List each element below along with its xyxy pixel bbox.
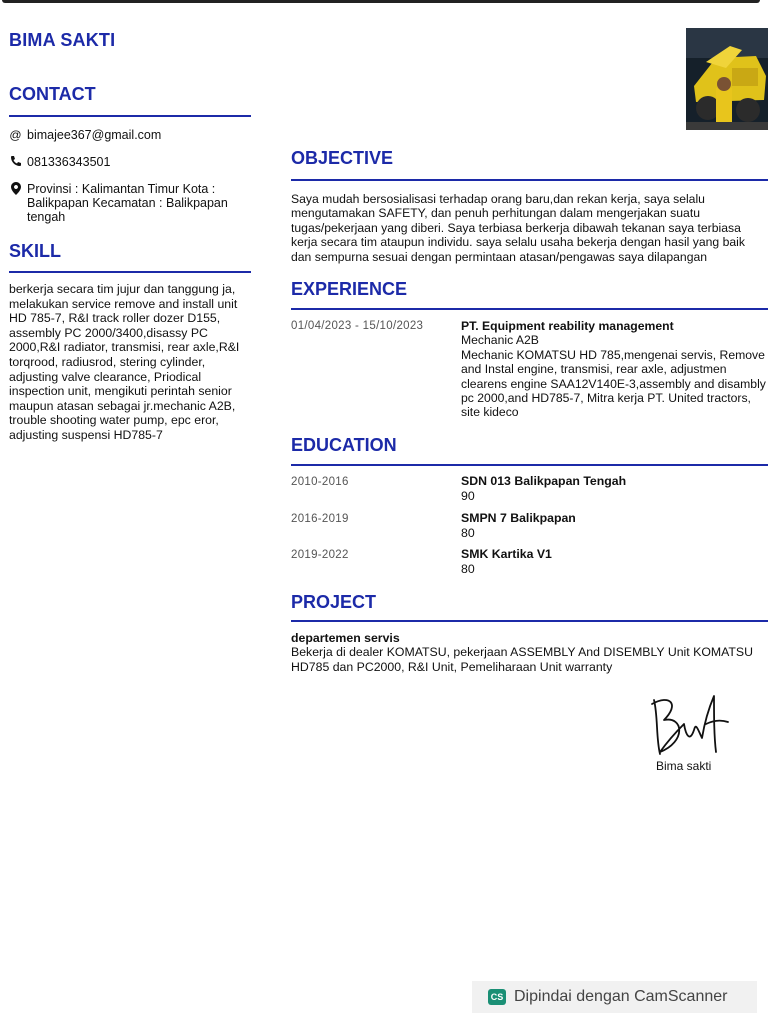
- contact-phone-row: [9, 155, 110, 171]
- experience-date: 01/04/2023 - 15/10/2023: [291, 320, 424, 332]
- education-heading: EDUCATION: [291, 435, 397, 455]
- contact-phone: 081336343501: [27, 155, 111, 169]
- education-score: 80: [461, 562, 475, 576]
- camscanner-logo-icon: CS: [488, 989, 506, 1005]
- objective-text: Saya mudah bersosialisasi terhadap orang baru,dan rekan kerja, saya selalu mengutamakan SAFETY, dan penuh perhitungan dalam mengerjakan suatu tugas/pekerjaan yang diberi. Saya terbiasa berkerja dibawah tekanan saya terbiasa kerja secara tim ataupun individu. saya selalu usaha bekerja dengan hasil yang baik dan sempurna sesuai dengan permintaan atasan/pengawas saya dilapangan: [291, 192, 745, 264]
- experience-heading: EXPERIENCE: [291, 279, 408, 299]
- skill-rule: [9, 271, 251, 273]
- phone-icon: [9, 155, 22, 171]
- location-pin-icon: [9, 182, 22, 199]
- project-description: Bekerja di dealer KOMATSU, pekerjaan ASSEMBLY And DISEMBLY Unit KOMATSU HD785 dan PC2000, R&I Unit, Pemeliharaan Unit warranty: [291, 645, 754, 674]
- education-score: 90: [461, 489, 475, 503]
- top-border: [0, 0, 768, 4]
- education-school: SMK Kartika V1: [461, 547, 552, 561]
- education-rule: [291, 464, 768, 466]
- project-entry: [291, 631, 768, 674]
- education-school: SMPN 7 Balikpapan: [461, 511, 576, 525]
- objective-heading: OBJECTIVE: [291, 148, 394, 168]
- education-score: 80: [461, 526, 475, 540]
- skill-text: berkerja secara tim jujur dan tanggung ja, melakukan service remove and install unit HD 785-7, R&I track roller dozer D155, assembly PC 2000/3400,disassy PC 2000,R&I radiator, transmisi, rear axle,R&I torqrood, radiusrod, stering cylinder, adjusting valve clearance, Priodical inspection unit, mengikuti perintah senior maupun atasan sebagai jr.mechanic A2B, trouble shooting water pump, epc eror, adjusting suspensi HD785-7: [9, 282, 240, 442]
- experience-position: Mechanic A2B: [461, 333, 539, 348]
- objective-rule: [291, 179, 768, 181]
- education-years: 2016-2019: [291, 513, 349, 525]
- person-name: BIMA SAKTI: [9, 30, 116, 50]
- contact-rule: [9, 115, 251, 117]
- contact-address-row: [9, 182, 249, 224]
- education-school: SDN 013 Balikpapan Tengah: [461, 474, 627, 488]
- experience-entry: [461, 319, 768, 420]
- profile-photo: [686, 28, 768, 130]
- signature-name: Bima sakti: [656, 759, 712, 773]
- education-years: 2019-2022: [291, 549, 349, 561]
- camscanner-watermark: [472, 981, 757, 1013]
- contact-email-row: [9, 128, 161, 143]
- camscanner-text: Dipindai dengan CamScanner: [514, 988, 728, 1005]
- experience-company: PT. Equipment reability management: [461, 319, 674, 333]
- skill-heading: SKILL: [9, 241, 61, 261]
- education-years: 2010-2016: [291, 476, 349, 488]
- contact-email: bimajee367@gmail.com: [27, 128, 162, 142]
- project-rule: [291, 620, 768, 622]
- project-name: departemen servis: [291, 631, 400, 645]
- at-icon: @: [9, 128, 22, 142]
- experience-rule: [291, 308, 768, 310]
- contact-heading: CONTACT: [9, 84, 96, 104]
- contact-address: Provinsi : Kalimantan Timur Kota : Balikpapan Kecamatan : Balikpapan tengah: [27, 182, 228, 224]
- handwritten-signature: [640, 686, 740, 766]
- experience-description: Mechanic KOMATSU HD 785,mengenai servis, Remove and Instal engine, transmisi, rear axle, adjustmen clearens engine SAA12V140E-3,assembly and disambly pc 2000,and HD785-7, Mitra kerja PT. United tractors, site kideco: [461, 347, 766, 420]
- project-heading: PROJECT: [291, 592, 377, 612]
